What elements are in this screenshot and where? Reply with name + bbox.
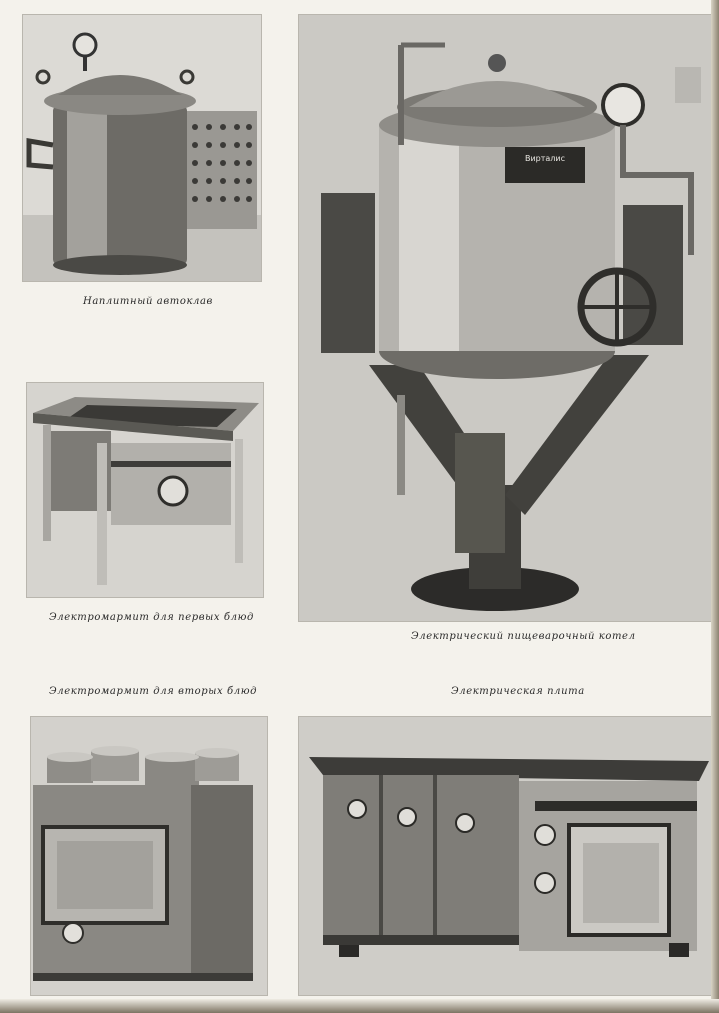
page-bottom-edge: [0, 999, 719, 1013]
marmite-second-photo: [30, 716, 268, 996]
autoclave-caption: Наплитный автоклав: [83, 296, 213, 307]
marmite-first-illustration: [27, 383, 263, 597]
marmite-second-illustration: [31, 717, 267, 995]
autoclave-illustration: [23, 15, 261, 281]
boiler-illustration: [299, 15, 712, 621]
stove-illustration: [299, 717, 712, 995]
marmite-second-caption: Электромармит для вторых блюд: [49, 686, 258, 697]
stove-photo: [298, 716, 713, 996]
boiler-label-text: Вирталис: [524, 154, 566, 163]
stove-caption: Электрическая плита: [451, 686, 585, 697]
page-right-edge: [711, 0, 719, 1013]
boiler-caption: Электрический пищеварочный котел: [411, 631, 636, 642]
marmite-first-photo: [26, 382, 264, 598]
boiler-photo: [298, 14, 713, 622]
marmite-first-caption: Электромармит для первых блюд: [49, 612, 254, 623]
autoclave-photo: [22, 14, 262, 282]
